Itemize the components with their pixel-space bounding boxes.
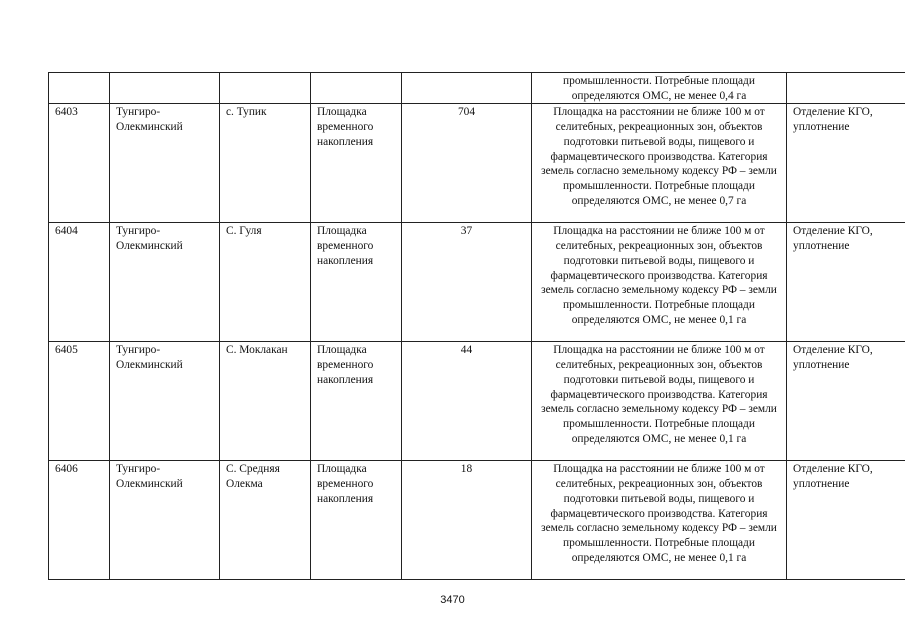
cell-method: Отделение КГО, уплотнение [787, 342, 905, 461]
table-row [49, 342, 905, 461]
cell-settlement: С. Моклакан [220, 342, 311, 461]
cell-settlement: С. Гуля [220, 223, 311, 342]
cell-method: Отделение КГО, уплотнение [787, 104, 905, 223]
table-row [49, 223, 905, 342]
page-number: 3470 [440, 594, 465, 606]
cell-description: Площадка на расстоянии не ближе 100 м от селитебных, рекреационных зон, объектов подготовки питьевой воды, пищевого и фармацевтического производства. Категория земель согласно земельному кодексу РФ – земли промышленности. Потребные площади определяются ОМС, не менее 0,1 га [532, 223, 787, 342]
cell-district: Тунгиро-Олекминский [110, 461, 220, 580]
cell-object: Площадка временного накопления [311, 223, 402, 342]
table-row [49, 461, 905, 580]
cell-description: Площадка на расстоянии не ближе 100 м от селитебных, рекреационных зон, объектов подготовки питьевой воды, пищевого и фармацевтического производства. Категория земель согласно земельному кодексу РФ – земли промышленности. Потребные площади определяются ОМС, не менее 0,1 га [532, 461, 787, 580]
cell-code: 6403 [49, 104, 110, 223]
cell-count: 37 [402, 223, 532, 342]
cell-description: Площадка на расстоянии не ближе 100 м от селитебных, рекреационных зон, объектов подготовки питьевой воды, пищевого и фармацевтического производства. Категория земель согласно земельному кодексу РФ – земли промышленности. Потребные площади определяются ОМС, не менее 0,7 га [532, 104, 787, 223]
cell-count: 18 [402, 461, 532, 580]
cell-object: Площадка временного накопления [311, 342, 402, 461]
cell-method [787, 73, 905, 104]
cell-count [402, 73, 532, 104]
cell-count: 44 [402, 342, 532, 461]
cell-district: Тунгиро-Олекминский [110, 104, 220, 223]
continuation-row [49, 73, 905, 104]
cell-count: 704 [402, 104, 532, 223]
cell-code [49, 73, 110, 104]
cell-district: Тунгиро-Олекминский [110, 223, 220, 342]
cell-settlement: с. Тупик [220, 104, 311, 223]
cell-settlement: С. Средняя Олекма [220, 461, 311, 580]
cell-code: 6406 [49, 461, 110, 580]
cell-district: Тунгиро-Олекминский [110, 342, 220, 461]
cell-code: 6404 [49, 223, 110, 342]
cell-object [311, 73, 402, 104]
cell-description: промышленности. Потребные площади определяются ОМС, не менее 0,4 га [532, 73, 787, 104]
table-row [49, 104, 905, 223]
cell-object: Площадка временного накопления [311, 104, 402, 223]
cell-description: Площадка на расстоянии не ближе 100 м от селитебных, рекреационных зон, объектов подготовки питьевой воды, пищевого и фармацевтического производства. Категория земель согласно земельному кодексу РФ – земли промышленности. Потребные площади определяются ОМС, не менее 0,1 га [532, 342, 787, 461]
cell-settlement [220, 73, 311, 104]
cell-code: 6405 [49, 342, 110, 461]
cell-object: Площадка временного накопления [311, 461, 402, 580]
cell-method: Отделение КГО, уплотнение [787, 461, 905, 580]
cell-method: Отделение КГО, уплотнение [787, 223, 905, 342]
cell-district [110, 73, 220, 104]
facilities-table [48, 72, 905, 580]
